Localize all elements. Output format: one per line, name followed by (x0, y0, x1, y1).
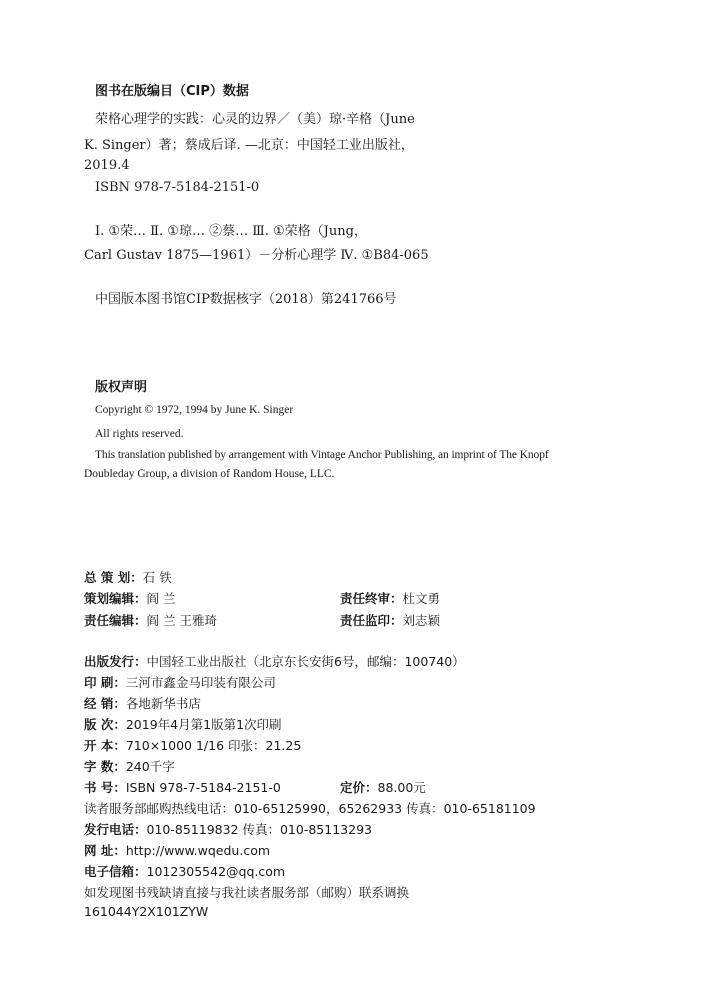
pub-label: 网 址： (84, 843, 126, 858)
pub-value: 240千字 (125, 759, 175, 774)
pub-value: 各地新华书店 (125, 696, 201, 711)
pub-value: http://www.wqedu.com (125, 843, 271, 858)
pub-label: 出版发行： (84, 654, 147, 669)
cip-classification: Carl Gustav 1875—1961）－分析心理学 Ⅳ. ①B84-065 (84, 248, 429, 263)
pub-label: 印 刷： (84, 675, 126, 690)
pub-notice: 如发现图书残缺请直接与我社读者服务部（邮购）联系调换 (84, 885, 410, 900)
pub-label: 书 号： (84, 780, 126, 795)
pub-format (84, 736, 301, 754)
credit-label: 策划编辑： (84, 591, 147, 606)
credit-planning-editor (84, 589, 176, 607)
rights-heading: 版权声明 (95, 380, 148, 395)
credit-final-review (340, 589, 440, 607)
credit-label: 总 策 划： (84, 570, 143, 585)
cip-line: 荣格心理学的实践：心灵的边界／（美）琼·辛格（June (95, 112, 415, 127)
pub-value: 1012305542@qq.com (146, 864, 286, 879)
pub-label: 经 销： (84, 696, 126, 711)
cip-classification: Ⅰ. ①荣… Ⅱ. ①琼… ②蔡… Ⅲ. ①荣格（Jung， (95, 224, 367, 239)
pub-label: 开 本： (84, 738, 126, 753)
copyright-line: All rights reserved. (95, 428, 184, 440)
credit-value: 阎 兰 (146, 591, 176, 606)
cip-record-number: 中国版本图书馆CIP数据核字（2018）第241766号 (95, 292, 397, 307)
copyright-line: Copyright © 1972, 1994 by June K. Singer (95, 404, 294, 416)
pub-printer (84, 673, 276, 691)
credit-label: 责任终审： (340, 591, 403, 606)
pub-value: 010-85119832 传真：010-85113293 (146, 822, 372, 837)
cip-line: K. Singer）著；蔡成后译. —北京：中国轻工业出版社， (84, 138, 414, 153)
pub-value: 中国轻工业出版社（北京东长安街6号，邮编：100740） (146, 654, 465, 669)
pub-words (84, 757, 175, 775)
credit-responsible-editor (84, 611, 217, 629)
pub-label: 字 数： (84, 759, 126, 774)
credit-label: 责任监印： (340, 613, 403, 628)
pub-value: 710×1000 1/16 印张：21.25 (125, 738, 302, 753)
pub-website (84, 841, 270, 859)
copyright-line: This translation published by arrangement with Vintage Anchor Publishing, an imprint of The Knopf (95, 449, 549, 461)
pub-edition (84, 715, 282, 733)
pub-publisher (84, 652, 465, 670)
pub-label: 版 次： (84, 717, 126, 732)
pub-value: 三河市鑫金马印装有限公司 (125, 675, 276, 690)
pub-sales-phone (84, 820, 372, 838)
pub-email (84, 862, 285, 880)
credit-value: 刘志颖 (402, 613, 441, 628)
pub-hotline: 读者服务部邮购热线电话：010-65125990，65262933 传真：010-65181109 (84, 801, 536, 816)
pub-label: 电子信箱： (84, 864, 147, 879)
pub-value: 88.00元 (377, 780, 426, 795)
pub-isbn (84, 778, 281, 796)
credit-value: 石 铁 (142, 570, 172, 585)
pub-distributor (84, 694, 201, 712)
cip-isbn: ISBN 978-7-5184-2151-0 (95, 180, 260, 195)
credit-value: 阎 兰 王雅琦 (146, 613, 217, 628)
pub-value: ISBN 978-7-5184-2151-0 (125, 780, 281, 795)
credit-planner (84, 568, 172, 586)
pub-price (340, 778, 426, 796)
cip-line: 2019.4 (84, 158, 130, 173)
pub-label: 定价： (340, 780, 378, 795)
pub-label: 发行电话： (84, 822, 147, 837)
pub-code: 161044Y2X101ZYW (84, 904, 209, 919)
credit-label: 责任编辑： (84, 613, 147, 628)
credit-supervisor (340, 611, 440, 629)
pub-value: 2019年4月第1版第1次印刷 (125, 717, 282, 732)
credit-value: 杜文勇 (402, 591, 441, 606)
cip-heading: 图书在版编目（CIP）数据 (95, 84, 249, 99)
copyright-line: Doubleday Group, a division of Random House, LLC. (84, 468, 335, 480)
